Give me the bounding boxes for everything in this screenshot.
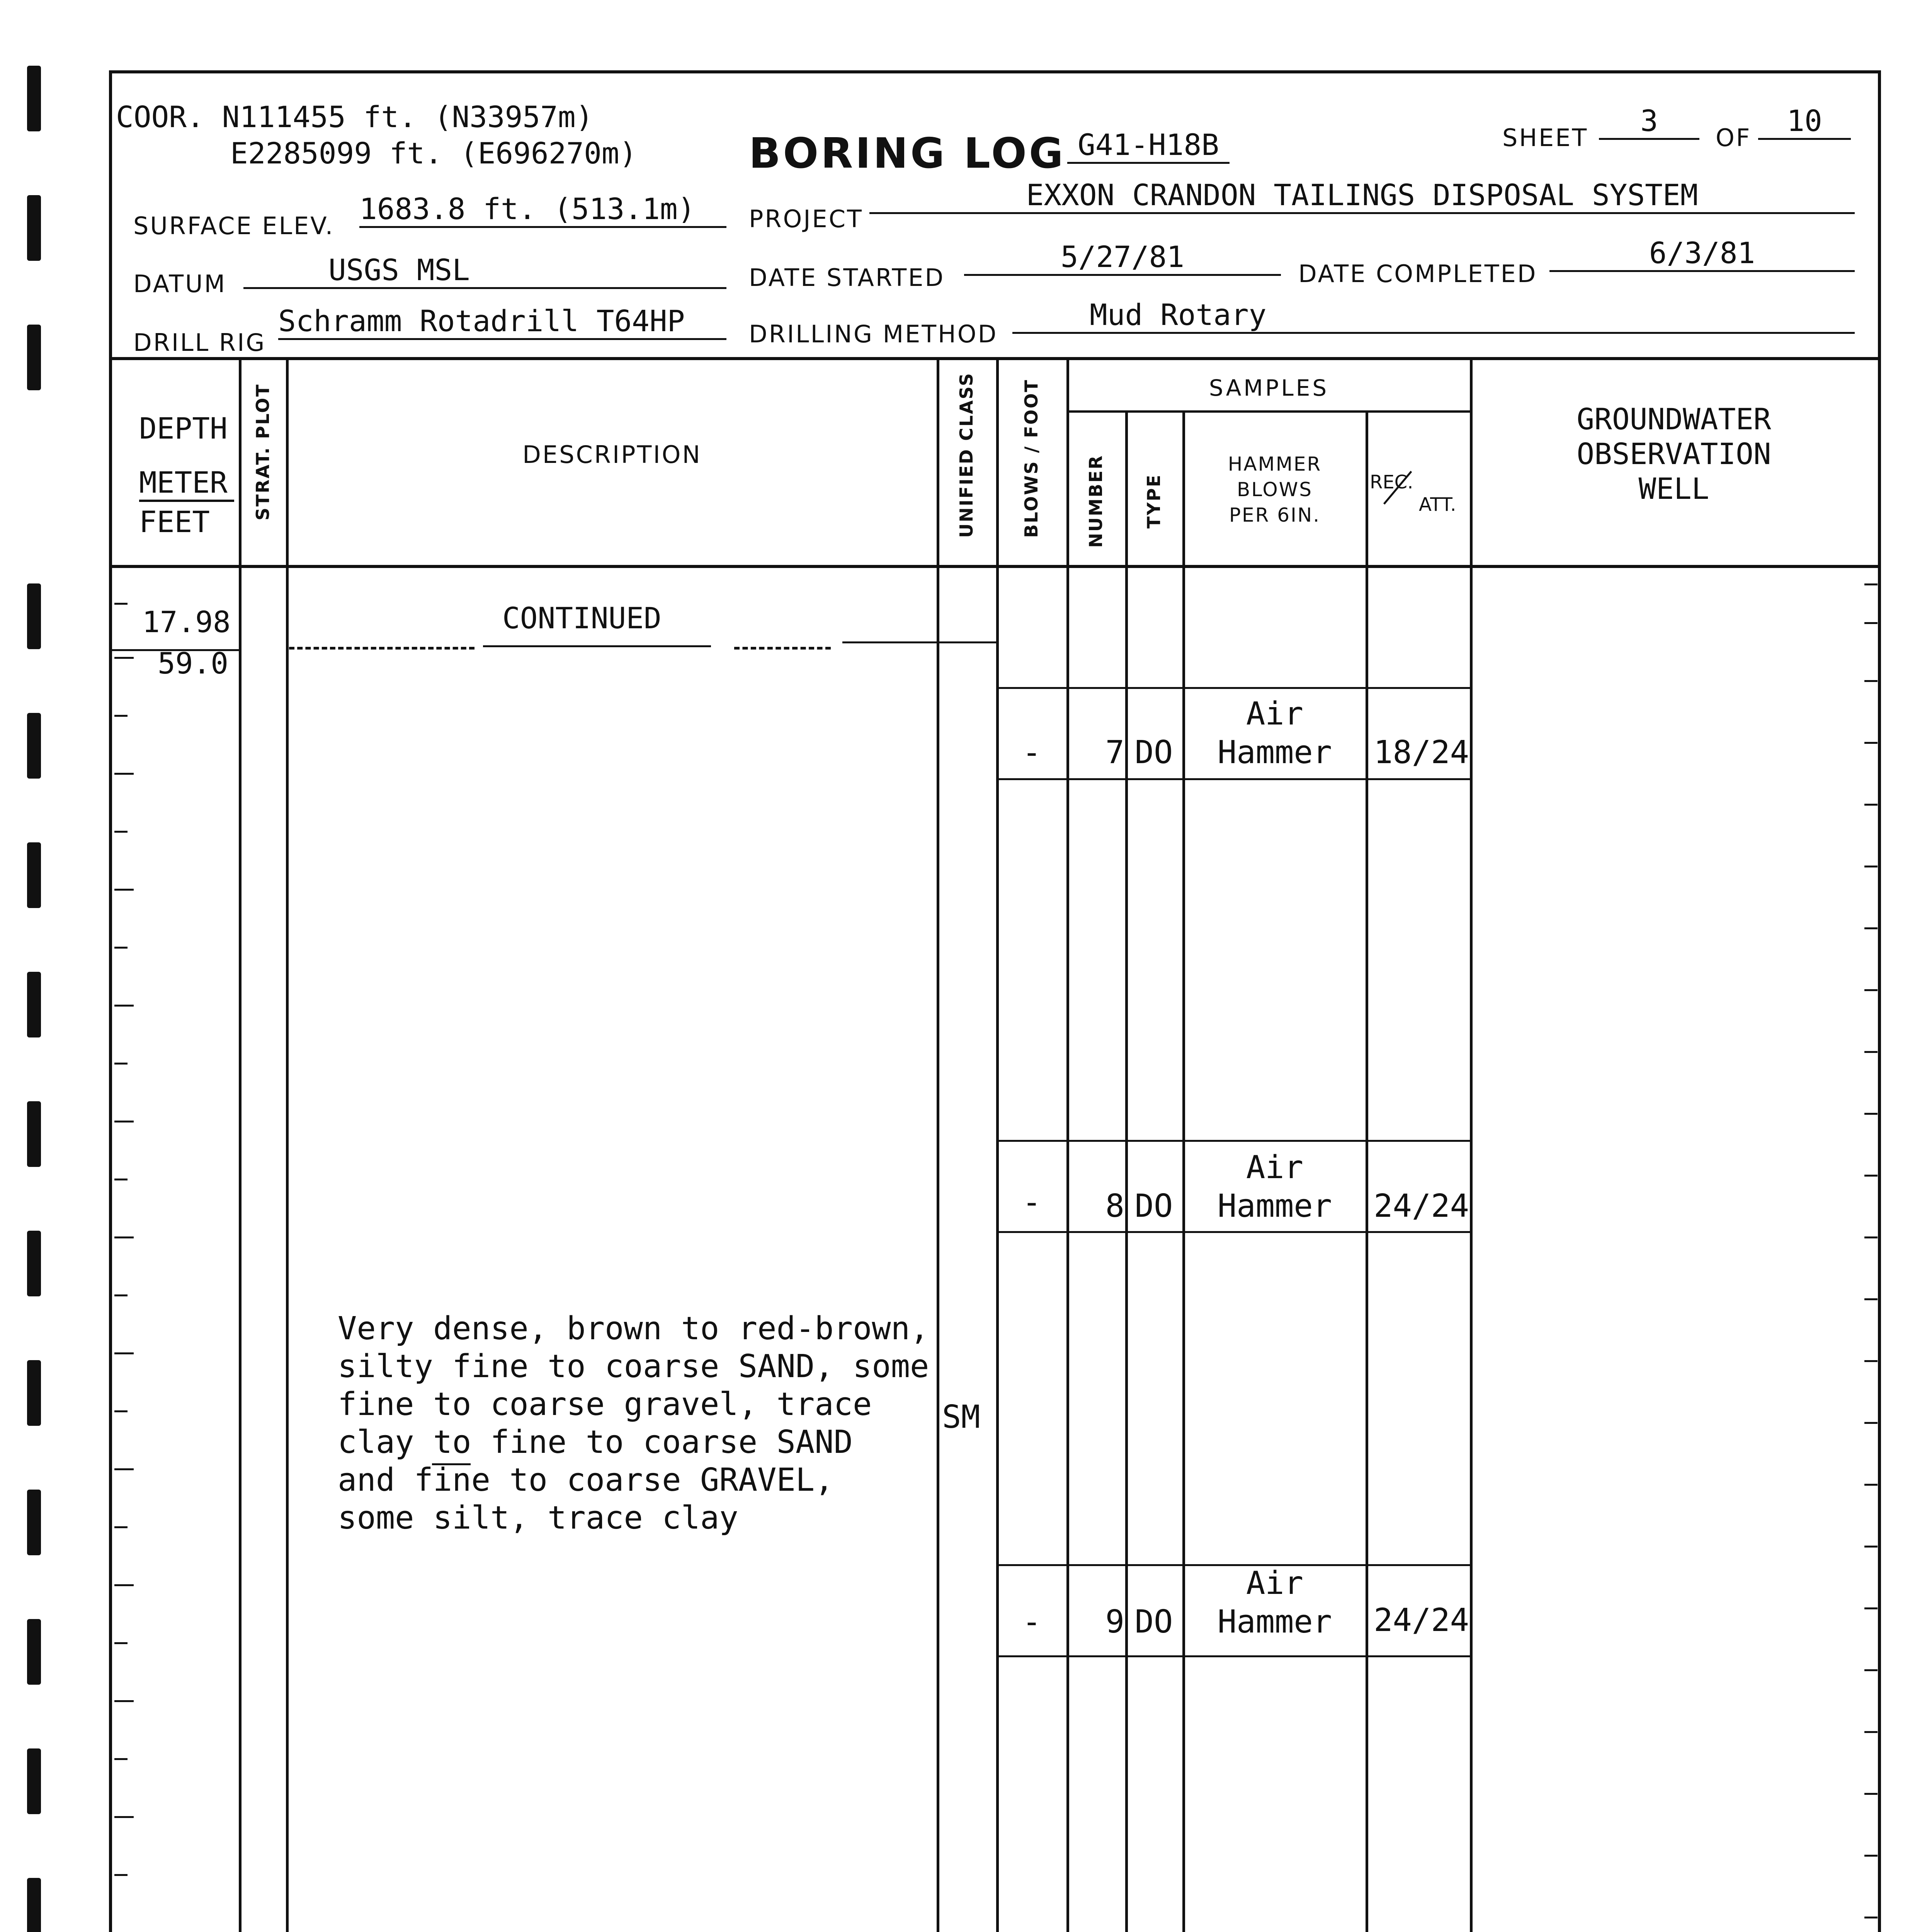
col-samples: SAMPLES (1209, 375, 1329, 401)
sample-blows: - (1022, 734, 1041, 771)
project-value: EXXON CRANDON TAILINGS DISPOSAL SYSTEM (869, 178, 1855, 214)
date-completed-value: 6/3/81 (1549, 236, 1855, 272)
coordinates-east: E2285099 ft. (E696270m) (230, 136, 637, 170)
col-hammer-blows-1: HAMMER (1228, 453, 1322, 475)
drill-rig-label: DRILL RIG (133, 328, 266, 357)
sample-number: 8 (1105, 1188, 1124, 1225)
col-rec: REC. (1370, 471, 1413, 493)
surface-elev-value: 1683.8 ft. (513.1m) (359, 192, 726, 228)
sheet-number: 3 (1599, 104, 1699, 140)
col-blows-foot: BLOWS / FOOT (1021, 379, 1042, 538)
col-groundwater-3: WELL (1638, 471, 1709, 506)
date-completed-label: DATE COMPLETED (1298, 260, 1537, 288)
col-hammer-blows-2: BLOWS (1237, 478, 1313, 501)
of-label: OF (1716, 124, 1752, 152)
log-id: G41-H18B (1067, 128, 1230, 164)
date-started-label: DATE STARTED (749, 264, 945, 292)
description-underline (432, 1463, 471, 1465)
datum-value: USGS MSL (243, 253, 726, 289)
sample-type: DO (1134, 1188, 1173, 1225)
top-depth-meter: 17.98 (142, 605, 231, 639)
sheet-total: 10 (1758, 104, 1851, 140)
form-title: BORING LOG (749, 129, 1066, 178)
col-number: NUMBER (1085, 454, 1106, 548)
col-meter: METER (139, 465, 234, 502)
coordinates-north: COOR. N111455 ft. (N33957m) (116, 100, 594, 134)
date-started-value: 5/27/81 (964, 240, 1281, 276)
drilling-method-value: Mud Rotary (1012, 298, 1855, 334)
description-line: clay to fine to coarse SAND (338, 1424, 853, 1461)
sample-blows: - (1022, 1604, 1041, 1640)
sample-hammer-2: Hammer (1217, 1188, 1332, 1225)
continued-top: CONTINUED (502, 601, 662, 635)
sample-hammer-2: Hammer (1217, 1604, 1332, 1640)
sample-blows: - (1022, 1184, 1041, 1221)
sample-hammer-1: Air (1246, 1149, 1304, 1186)
col-att: ATT. (1419, 494, 1456, 515)
col-strat-plot: STRAT. PLOT (252, 383, 273, 520)
sample-type: DO (1134, 734, 1173, 771)
sample-rec-att: 24/24 (1374, 1602, 1469, 1639)
col-depth: DEPTH (139, 411, 228, 446)
sample-hammer-1: Air (1246, 1565, 1304, 1602)
col-type: TYPE (1143, 474, 1164, 529)
description-line: fine to coarse gravel, trace (338, 1386, 872, 1423)
sample-number: 7 (1105, 734, 1124, 771)
surface-elev-label: SURFACE ELEV. (133, 212, 335, 240)
description-line: Very dense, brown to red-brown, (338, 1310, 929, 1347)
description-line: some silt, trace clay (338, 1500, 738, 1536)
project-label: PROJECT (749, 205, 863, 233)
unified-class-value: SM (942, 1399, 980, 1435)
col-unified-class: UNIFIED CLASS (956, 372, 977, 538)
datum-label: DATUM (133, 270, 226, 298)
top-depth-feet: 59.0 (158, 646, 229, 680)
col-groundwater-1: GROUNDWATER (1577, 402, 1771, 436)
drilling-method-label: DRILLING METHOD (749, 320, 998, 348)
sample-rec-att: 24/24 (1374, 1188, 1469, 1225)
col-groundwater-2: OBSERVATION (1577, 437, 1771, 471)
col-feet: FEET (139, 505, 210, 539)
description-line: and fine to coarse GRAVEL, (338, 1462, 834, 1498)
sheet-label: SHEET (1502, 124, 1588, 152)
sample-number: 9 (1105, 1604, 1124, 1640)
col-description: DESCRIPTION (522, 440, 702, 469)
form-border (109, 70, 1881, 1932)
sample-type: DO (1134, 1604, 1173, 1640)
soil-description (338, 1310, 929, 1537)
sample-rec-att: 18/24 (1374, 734, 1469, 771)
sample-hammer-1: Air (1246, 696, 1304, 732)
drill-rig-value: Schramm Rotadrill T64HP (278, 304, 726, 340)
col-hammer-blows-3: PER 6IN. (1229, 504, 1321, 526)
sample-hammer-2: Hammer (1217, 734, 1332, 771)
description-line: silty fine to coarse SAND, some (338, 1348, 929, 1385)
